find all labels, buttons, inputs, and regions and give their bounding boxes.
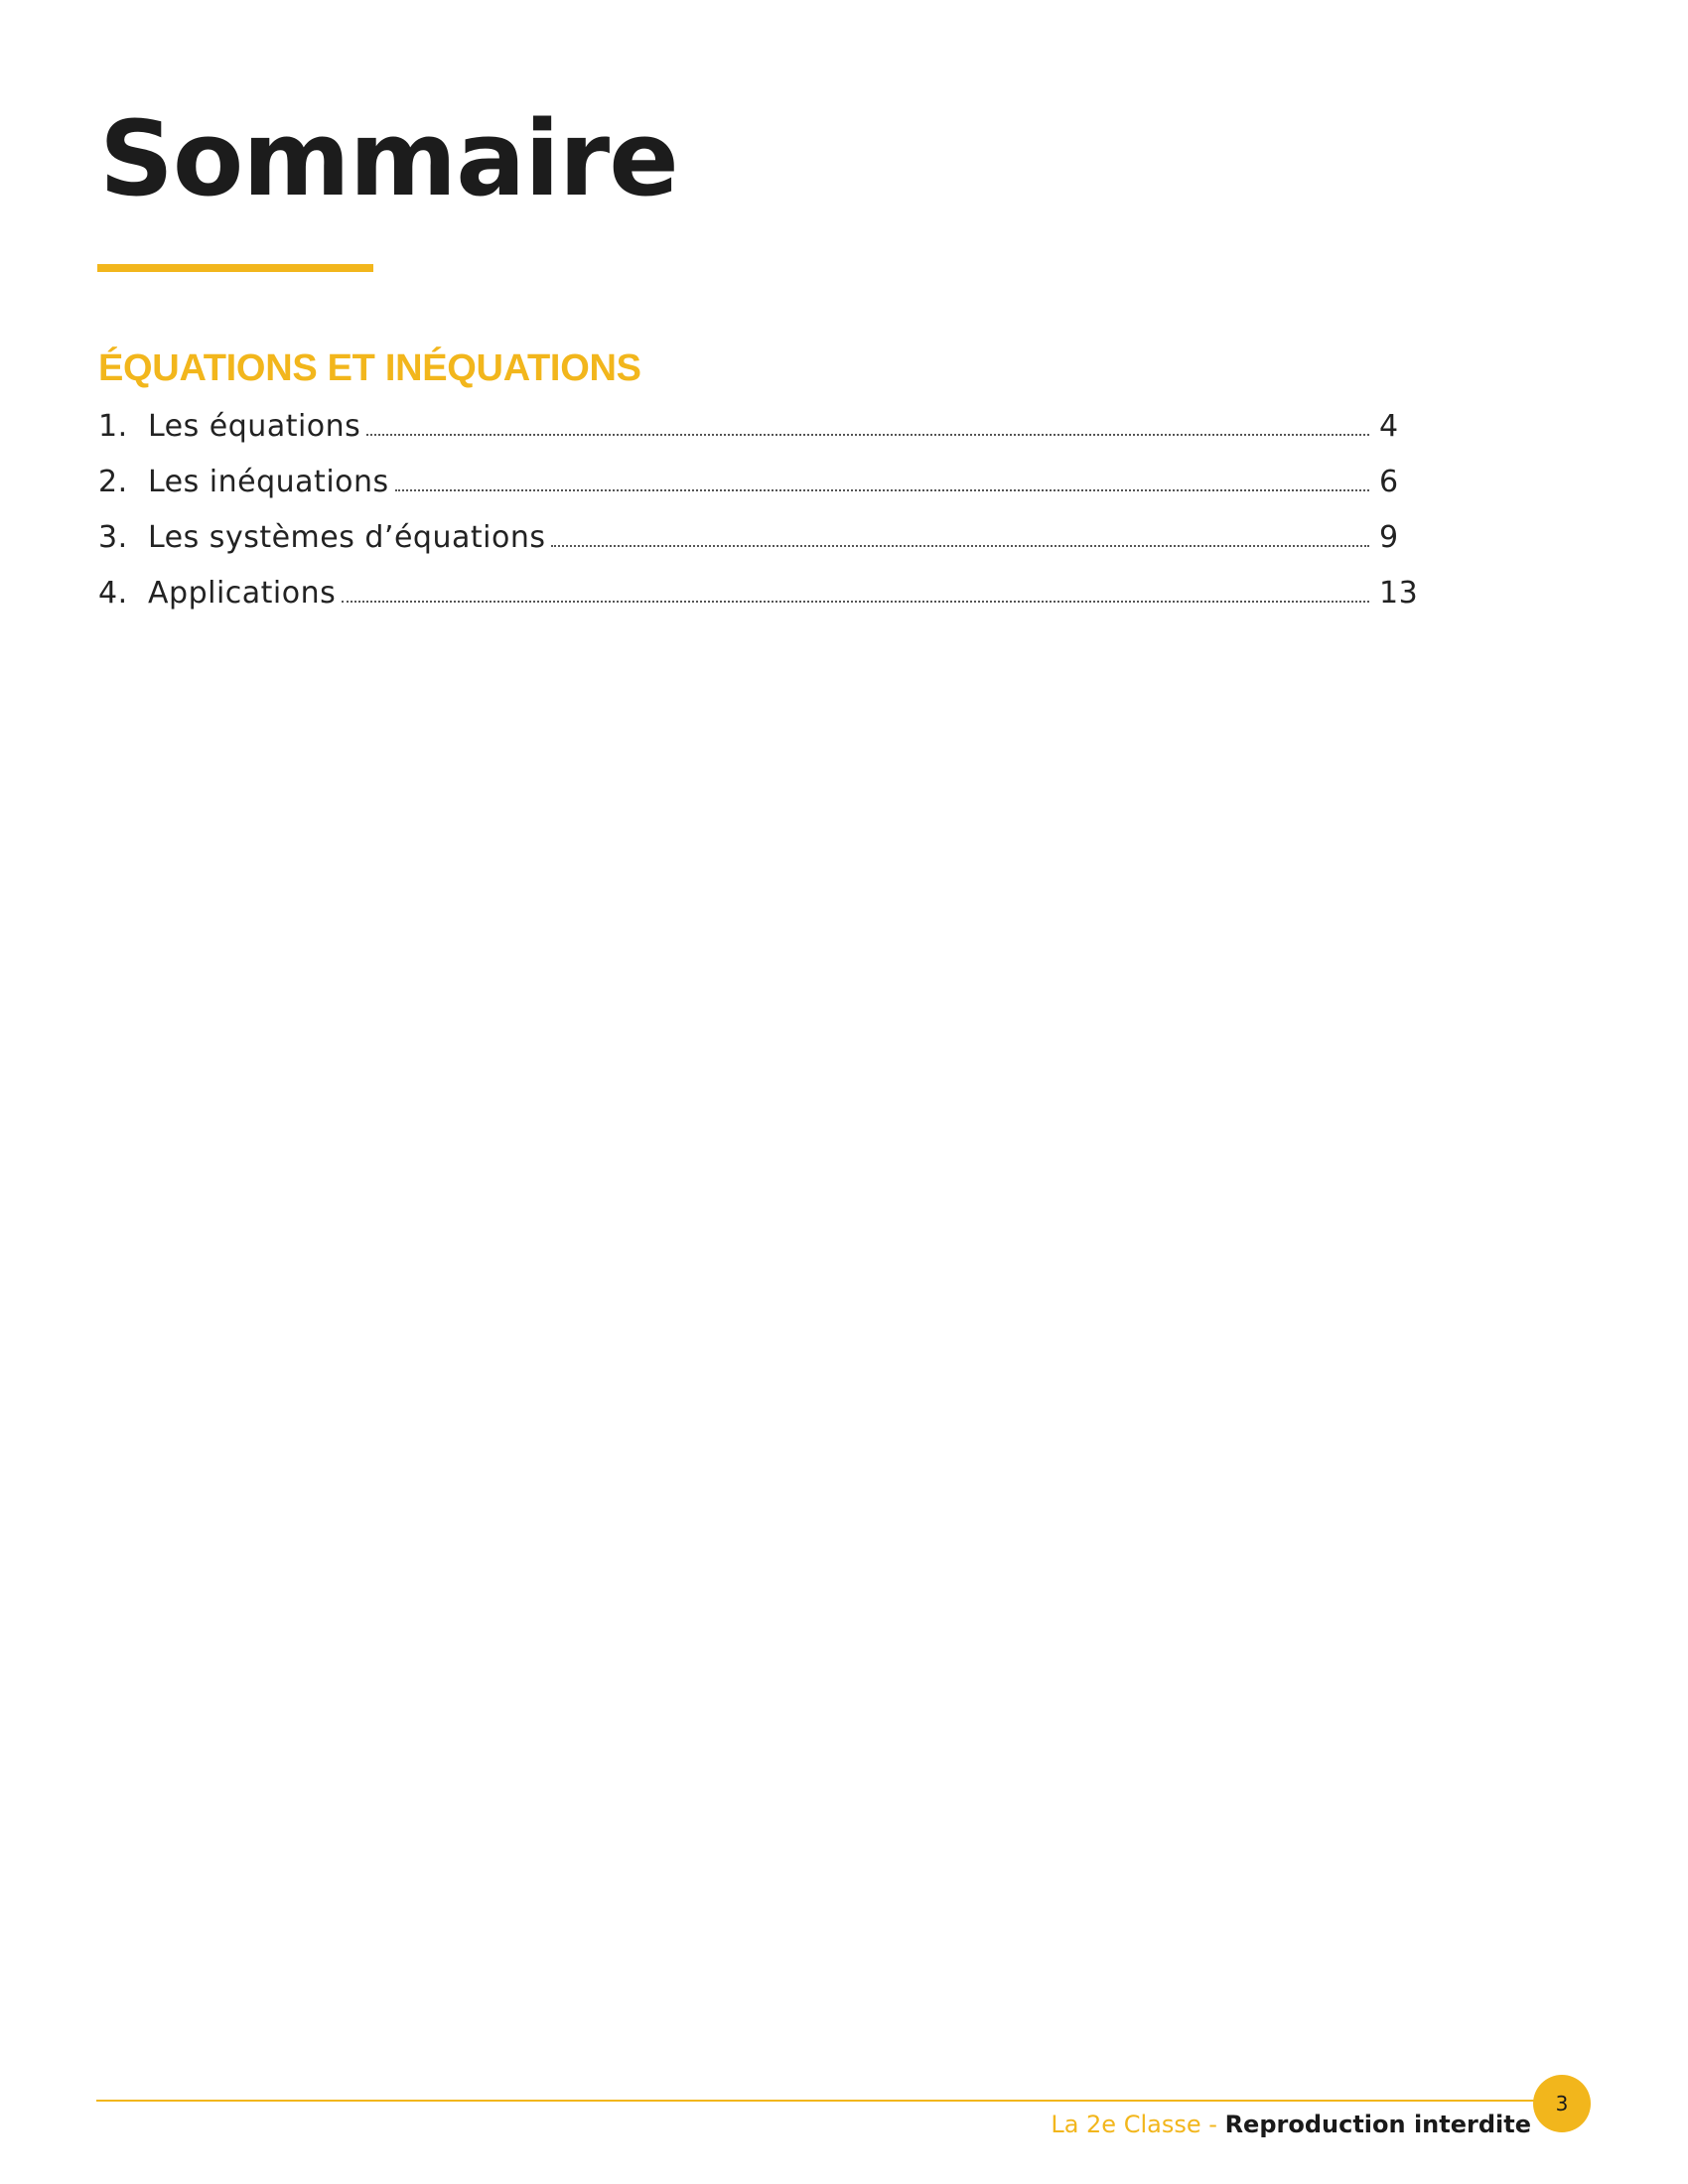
toc-entry-page: 9 [1379,520,1399,555]
footer-brand: La 2e Classe [1051,2111,1201,2138]
table-of-contents [98,409,1419,631]
toc-entry-label: Les inéquations [148,465,389,499]
footer-divider [96,2100,1546,2102]
toc-entry-equations[interactable] [98,409,1419,465]
toc-entry-page: 6 [1379,465,1399,499]
footer-notice: Reproduction interdite [1224,2111,1531,2138]
page-title: Sommaire [99,98,678,219]
toc-dot-leader [366,433,1369,436]
toc-entry-number: 2. [98,465,128,499]
toc-entry-inequations[interactable] [98,465,1419,520]
toc-dot-leader [551,544,1369,547]
toc-entry-label: Les équations [148,409,361,444]
toc-entry-label: Les systèmes d’équations [148,520,546,555]
toc-entry-page: 13 [1379,576,1419,611]
toc-entry-page: 4 [1379,409,1399,444]
toc-dot-leader [395,488,1369,491]
toc-entry-number: 4. [98,576,128,611]
page-number-badge: 3 [1533,2075,1591,2132]
toc-entry-number: 1. [98,409,128,444]
toc-entry-applications[interactable] [98,576,1419,631]
footer-credit [1051,2113,1531,2136]
toc-entry-systemes[interactable] [98,520,1419,576]
footer-separator: - [1208,2111,1217,2138]
section-heading: ÉQUATIONS ET INÉQUATIONS [98,347,641,389]
title-underline-divider [97,264,373,272]
toc-dot-leader [342,600,1369,603]
toc-entry-number: 3. [98,520,128,555]
toc-entry-label: Applications [148,576,337,611]
